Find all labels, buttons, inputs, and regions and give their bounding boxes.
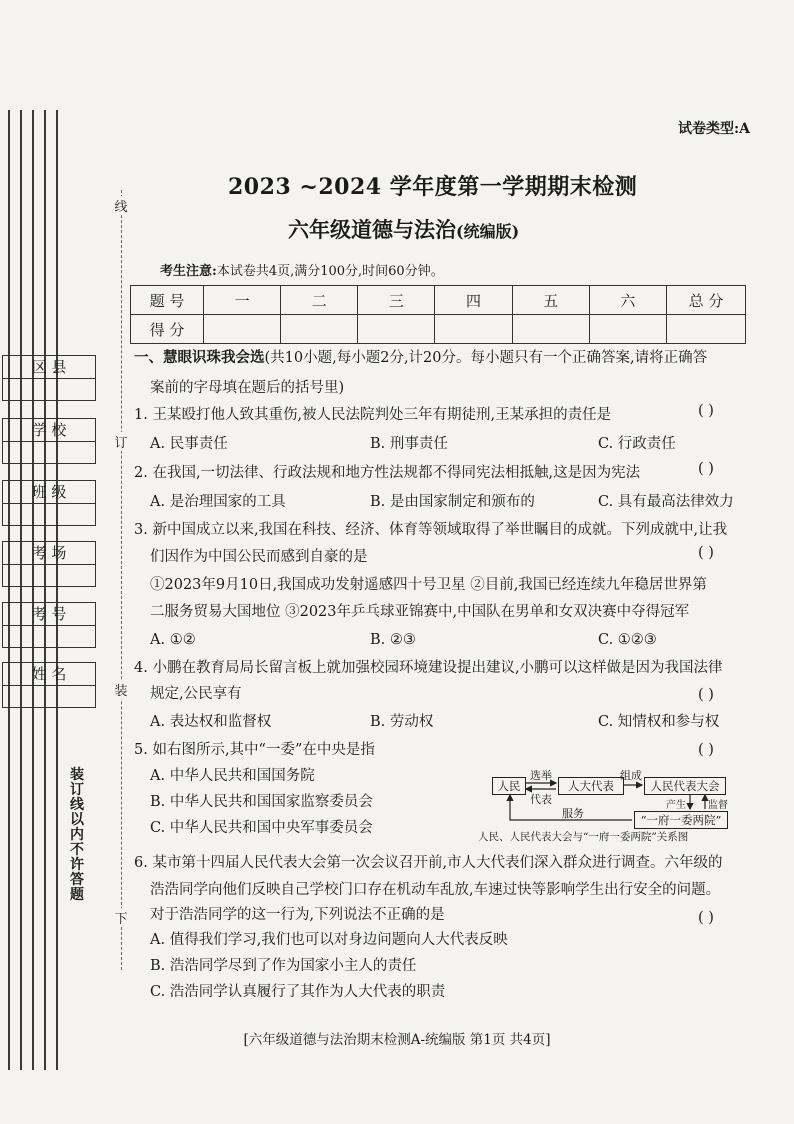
score-cell[interactable]	[589, 315, 666, 344]
question-6-option-b: B. 浩浩同学尽到了作为国家小主人的责任	[150, 958, 417, 974]
diagram-label-supervise: 监督	[708, 800, 728, 811]
question-4-option-a: A. 表达权和监督权	[150, 714, 272, 730]
diagram-box-bodies: “一府一委两院”	[634, 811, 728, 829]
question-3-stem-cont: 们因作为中国公民而感到自豪的是	[150, 549, 368, 565]
question-3-items: ①2023年9月10日,我国成功发射遥感四十号卫星 ②目前,我国已经连续九年稳居世界第	[150, 577, 707, 593]
score-cell[interactable]	[358, 315, 435, 344]
binding-dashed-line	[121, 190, 122, 970]
diagram-box-deputy: 人大代表	[558, 777, 624, 795]
table-row: 得 分	[131, 315, 746, 344]
margin-line	[32, 110, 34, 1070]
diagram-box-people: 人民	[492, 777, 526, 795]
page-subtitle: 六年级道德与法治(统编版)	[288, 217, 520, 242]
answer-bracket[interactable]: ( )	[698, 742, 714, 758]
diagram-label-serve: 服务	[562, 807, 584, 820]
question-2-stem: 2. 在我国,一切法律、行政法规和地方性法规都不得同宪法相抵触,这是因为宪法	[134, 465, 641, 481]
score-cell[interactable]	[204, 315, 281, 344]
question-5-option-c: C. 中华人民共和国中央军事委员会	[150, 820, 373, 836]
margin-line	[20, 110, 22, 1070]
question-2-option-c: C. 具有最高法律效力	[598, 494, 734, 510]
score-cell[interactable]	[667, 315, 746, 344]
answer-bracket[interactable]: ( )	[698, 687, 714, 703]
binding-mark-xia: 下	[112, 908, 130, 927]
binding-mark-zhuang: 装	[112, 680, 130, 699]
question-3-option-b: B. ②③	[370, 632, 416, 648]
question-6-option-c: C. 浩浩同学认真履行了其作为人大代表的职责	[150, 984, 446, 1000]
question-2-option-b: B. 是由国家制定和颁布的	[370, 494, 535, 510]
question-1-option-a: A. 民事责任	[150, 436, 228, 452]
binding-mark-xian: 线	[112, 196, 130, 215]
question-3-option-a: A. ①②	[150, 632, 196, 648]
question-2-option-a: A. 是治理国家的工具	[150, 494, 286, 510]
answer-bracket[interactable]: ( )	[698, 403, 714, 419]
relationship-diagram	[478, 765, 760, 843]
section-instructions: 案前的字母填在题后的括号里)	[150, 380, 345, 396]
score-table	[130, 285, 746, 344]
answer-bracket[interactable]: ( )	[698, 461, 714, 477]
diagram-caption: 人民、人民代表大会与“一府一委两院”关系图	[478, 831, 689, 843]
question-6-stem-cont2: 对于浩浩同学的这一行为,下列说法不正确的是	[150, 907, 445, 923]
question-6-stem-cont: 浩浩同学向他们反映自己学校门口存在机动车乱放,车速过快等影响学生出行安全的问题。	[150, 882, 721, 898]
table-row: 题 号 一 二 三 四 五 六 总 分	[131, 286, 746, 315]
question-6-option-a: A. 值得我们学习,我们也可以对身边问题向人大代表反映	[150, 932, 508, 948]
binding-mark-ding: 订	[112, 432, 130, 451]
score-cell[interactable]	[512, 315, 589, 344]
margin-line	[56, 110, 58, 1070]
question-3-option-c: C. ①②③	[598, 632, 657, 648]
question-1-option-b: B. 刑事责任	[370, 436, 448, 452]
diagram-label-represent: 代表	[530, 793, 552, 806]
question-3-items-cont: 二服务贸易大国地位 ③2023年乒乓球亚锦赛中,中国队在男单和女双决赛中夺得冠军	[150, 604, 690, 620]
score-cell[interactable]	[281, 315, 358, 344]
margin-line	[8, 110, 10, 1070]
question-6-stem: 6. 某市第十四届人民代表大会第一次会议召开前,市人大代表们深入群众进行调查。六年级的	[134, 855, 723, 871]
page-footer: [六年级道德与法治期末检测A-统编版 第1页 共4页]	[243, 1032, 551, 1048]
question-5-option-a: A. 中华人民共和国国务院	[150, 768, 315, 784]
question-1-option-c: C. 行政责任	[598, 436, 676, 452]
question-4-stem-cont: 规定,公民享有	[150, 686, 242, 702]
diagram-box-congress: 人民代表大会	[644, 777, 726, 795]
section-heading: 一、慧眼识珠我会选(共10小题,每小题2分,计20分。每小题只有一个正确答案,请将正确答	[134, 349, 708, 366]
answer-bracket[interactable]: ( )	[698, 910, 714, 926]
exam-type: 试卷类型:A	[677, 121, 750, 137]
question-5-stem: 5. 如右图所示,其中“一委”在中央是指	[134, 742, 375, 758]
margin-line	[44, 110, 46, 1070]
exam-notice: 考生注意:本试卷共4页,满分100分,时间60分钟。	[160, 264, 444, 279]
page-title: 2023 ~2024 学年度第一学期期末检测	[228, 174, 638, 200]
question-3-stem: 3. 新中国成立以来,我国在科技、经济、体育等领域取得了举世瞩目的成就。下列成就中,让我	[134, 522, 728, 538]
diagram-label-elect: 选举	[530, 769, 552, 782]
question-4-option-c: C. 知情权和参与权	[598, 714, 720, 730]
question-5-option-b: B. 中华人民共和国国家监察委员会	[150, 794, 373, 810]
score-cell[interactable]	[435, 315, 512, 344]
answer-bracket[interactable]: ( )	[698, 545, 714, 561]
binding-warning: 装订线以内不许答题	[70, 767, 84, 903]
diagram-label-produce: 产生	[666, 800, 686, 811]
question-4-option-b: B. 劳动权	[370, 714, 434, 730]
question-4-stem: 4. 小鹏在教育局局长留言板上就加强校园环境建设提出建议,小鹏可以这样做是因为我国法律	[134, 660, 723, 676]
diagram-label-compose: 组成	[620, 769, 642, 782]
question-1-stem: 1. 王某殴打他人致其重伤,被人民法院判处三年有期徒刑,王某承担的责任是	[134, 407, 612, 423]
